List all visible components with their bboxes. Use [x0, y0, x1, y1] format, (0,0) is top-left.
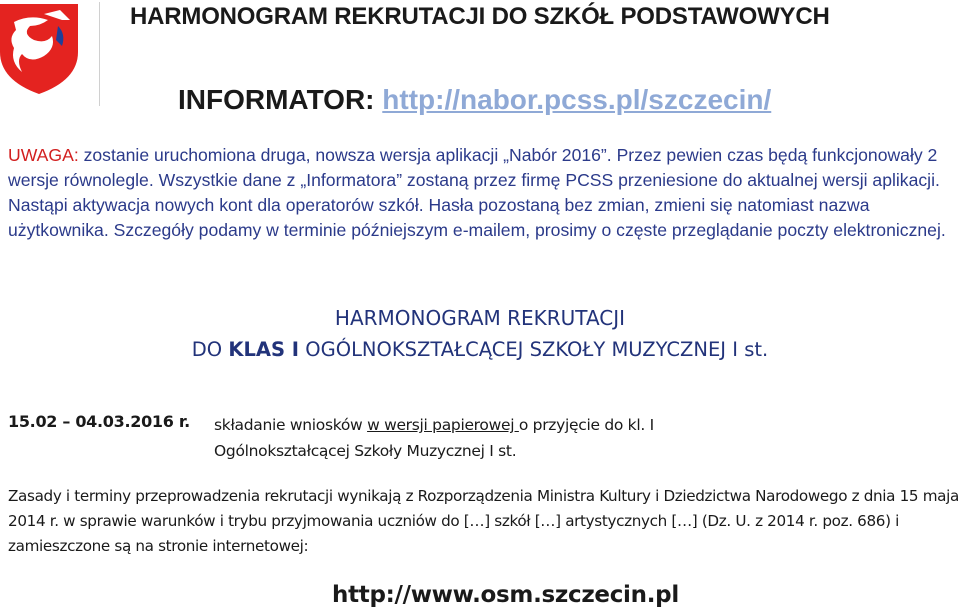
heading-bold: KLAS I [228, 338, 300, 361]
szczecin-logo-icon [0, 0, 78, 96]
schedule-description [214, 412, 774, 464]
notice-label: UWAGA: [8, 145, 79, 165]
page-title: HARMONOGRAM REKRUTACJI DO SZKÓŁ PODSTAWOWYCH [130, 3, 830, 30]
desc-suffix: o przyjęcie do kl. I Ogólnokształcącej Szkoły Muzycznej I st. [214, 416, 654, 460]
section-heading-line2 [0, 338, 960, 361]
informator-label: INFORMATOR: [178, 84, 375, 115]
rules-paragraph: Zasady i terminy przeprowadzenia rekrutacji wynikają z Rozporządzenia Ministra Kultury i Dziedzictwa Narodowego z dnia 15 maja 2014 r. w sprawie warunków i trybu przyjmowania uczniów do […] szkół […] artystycznych […] (Dz. U. z 2014 r. poz. 686) i zamieszczone są na stronie internetowej: [8, 487, 959, 555]
heading-prefix: DO [191, 338, 229, 361]
informator-line [178, 84, 771, 116]
heading-suffix: OGÓLNOKSZTAŁCĄCEJ SZKOŁY MUZYCZNEJ I st. [299, 338, 769, 361]
notice-text: zostanie uruchomiona druga, nowsza wersja aplikacji „Nabór 2016”. Przez pewien czas będą funkcjonowały 2 wersje równolegle. Wszystkie dane z „Informatora” zostaną przez firmę PCSS przeniesione do aktualnej wersji aplikacji. Nastąpi aktywacja nowych kont dla operatorów szkół. Hasła pozostaną bez zmian, zmieni się natomiast nazwa użytkownika. Szczegóły podamy w terminie późniejszym e-mailem, prosimy o częste przeglądanie poczty elektronicznej. [8, 145, 946, 240]
website-link[interactable]: http://www.osm.szczecin.pl [332, 582, 679, 608]
header-divider [99, 2, 100, 106]
informator-link[interactable]: http://nabor.pcss.pl/szczecin/ [382, 84, 772, 115]
section-heading-line1: HARMONOGRAM REKRUTACJI [334, 306, 626, 330]
notice-paragraph [8, 143, 953, 243]
desc-underlined: w wersji papierowej [367, 416, 519, 434]
desc-prefix: składanie wniosków [214, 416, 368, 434]
schedule-dates: 15.02 – 04.03.2016 r. [8, 412, 190, 431]
